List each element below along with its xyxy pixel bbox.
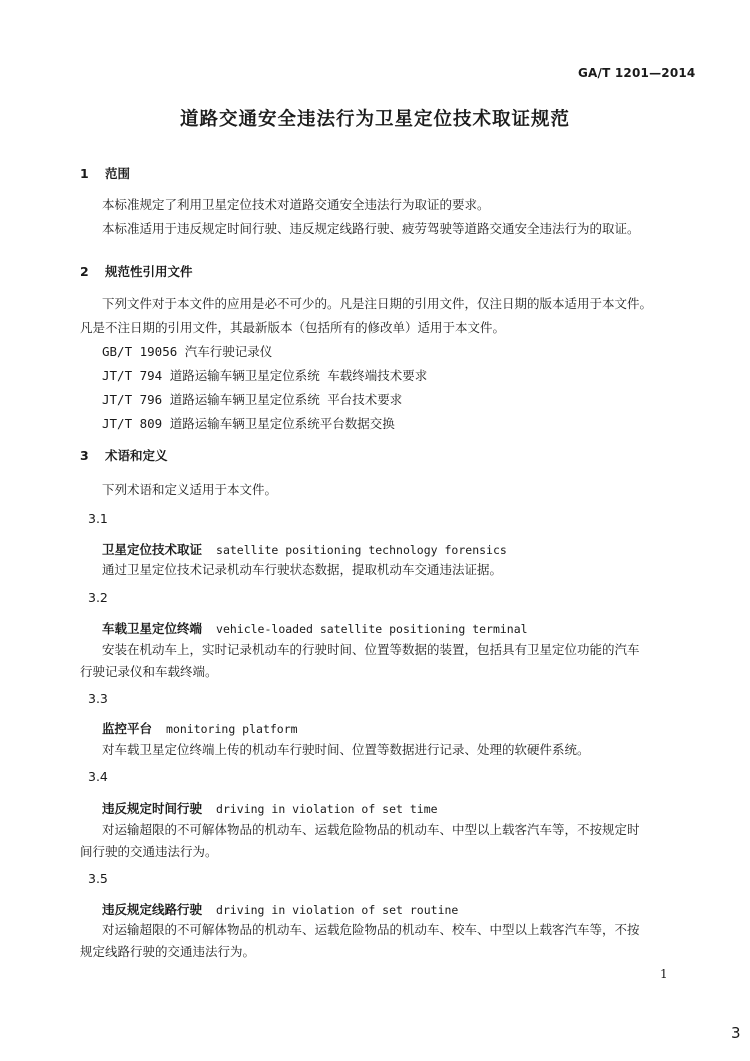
- term-definition: 安装在机动车上，实时记录机动车的行驶时间、位置等数据的装置，包括具有卫星定位功能的汽车: [102, 642, 640, 657]
- section-1-paragraph: 本标准适用于违反规定时间行驶、违反规定线路行驶、疲劳驾驶等道路交通安全违法行为的取证。: [102, 221, 640, 236]
- term-en: monitoring platform: [166, 722, 298, 736]
- section-1-paragraph: 本标准规定了利用卫星定位技术对道路交通安全违法行为取证的要求。: [102, 197, 490, 212]
- section-number: 3: [80, 448, 89, 463]
- term-definition: 间行驶的交通违法行为。: [80, 844, 218, 859]
- term-number: 3.3: [88, 691, 108, 706]
- section-title: 规范性引用文件: [105, 264, 193, 279]
- sheet-number: 3: [731, 1024, 741, 1042]
- section-3-paragraph: 下列术语和定义适用于本文件。: [102, 482, 278, 497]
- reference-item: JT/T 794 道路运输车辆卫星定位系统 车载终端技术要求: [102, 368, 428, 383]
- term-number: 3.5: [88, 871, 108, 886]
- term-zh: 违反规定时间行驶: [102, 801, 203, 816]
- reference-item: JT/T 796 道路运输车辆卫星定位系统 平台技术要求: [102, 392, 403, 407]
- term-heading: [102, 540, 507, 558]
- term-definition: 通过卫星定位技术记录机动车行驶状态数据，提取机动车交通违法证据。: [102, 562, 503, 577]
- section-1-heading: [80, 164, 130, 182]
- term-heading: [102, 900, 458, 918]
- standard-code: GA/T 1201—2014: [578, 66, 696, 80]
- term-number: 3.4: [88, 769, 108, 784]
- term-definition: 对运输超限的不可解体物品的机动车、运载危险物品的机动车、校车、中型以上载客汽车等，不按: [102, 922, 640, 937]
- reference-item: JT/T 809 道路运输车辆卫星定位系统平台数据交换: [102, 416, 395, 431]
- term-definition: 规定线路行驶的交通违法行为。: [80, 944, 256, 959]
- term-definition: 对运输超限的不可解体物品的机动车、运载危险物品的机动车、中型以上载客汽车等，不按规定时: [102, 822, 640, 837]
- term-en: vehicle-loaded satellite positioning terminal: [216, 622, 528, 636]
- section-2-heading: [80, 262, 193, 280]
- term-en: driving in violation of set routine: [216, 903, 459, 917]
- term-en: driving in violation of set time: [216, 802, 438, 816]
- term-zh: 车载卫星定位终端: [102, 621, 203, 636]
- page-number: 1: [660, 967, 668, 981]
- term-zh: 监控平台: [102, 721, 153, 736]
- term-number: 3.1: [88, 511, 108, 526]
- term-number: 3.2: [88, 590, 108, 605]
- term-definition: 行驶记录仪和车载终端。: [80, 664, 218, 679]
- section-number: 2: [80, 264, 89, 279]
- section-2-paragraph: 凡是不注日期的引用文件，其最新版本（包括所有的修改单）适用于本文件。: [80, 320, 506, 335]
- term-definition: 对车载卫星定位终端上传的机动车行驶时间、位置等数据进行记录、处理的软硬件系统。: [102, 742, 590, 757]
- section-3-heading: [80, 446, 168, 464]
- document-title: 道路交通安全违法行为卫星定位技术取证规范: [179, 109, 570, 130]
- term-heading: [102, 719, 298, 737]
- section-number: 1: [80, 166, 89, 181]
- term-zh: 违反规定线路行驶: [102, 902, 203, 917]
- section-title: 术语和定义: [105, 448, 168, 463]
- term-zh: 卫星定位技术取证: [102, 542, 203, 557]
- section-title: 范围: [105, 166, 131, 181]
- term-heading: [102, 619, 528, 637]
- term-heading: [102, 799, 438, 817]
- section-2-paragraph: 下列文件对于本文件的应用是必不可少的。凡是注日期的引用文件，仅注日期的版本适用于本文件。: [102, 296, 653, 311]
- term-en: satellite positioning technology forensics: [216, 543, 507, 557]
- reference-item: GB/T 19056 汽车行驶记录仪: [102, 344, 273, 359]
